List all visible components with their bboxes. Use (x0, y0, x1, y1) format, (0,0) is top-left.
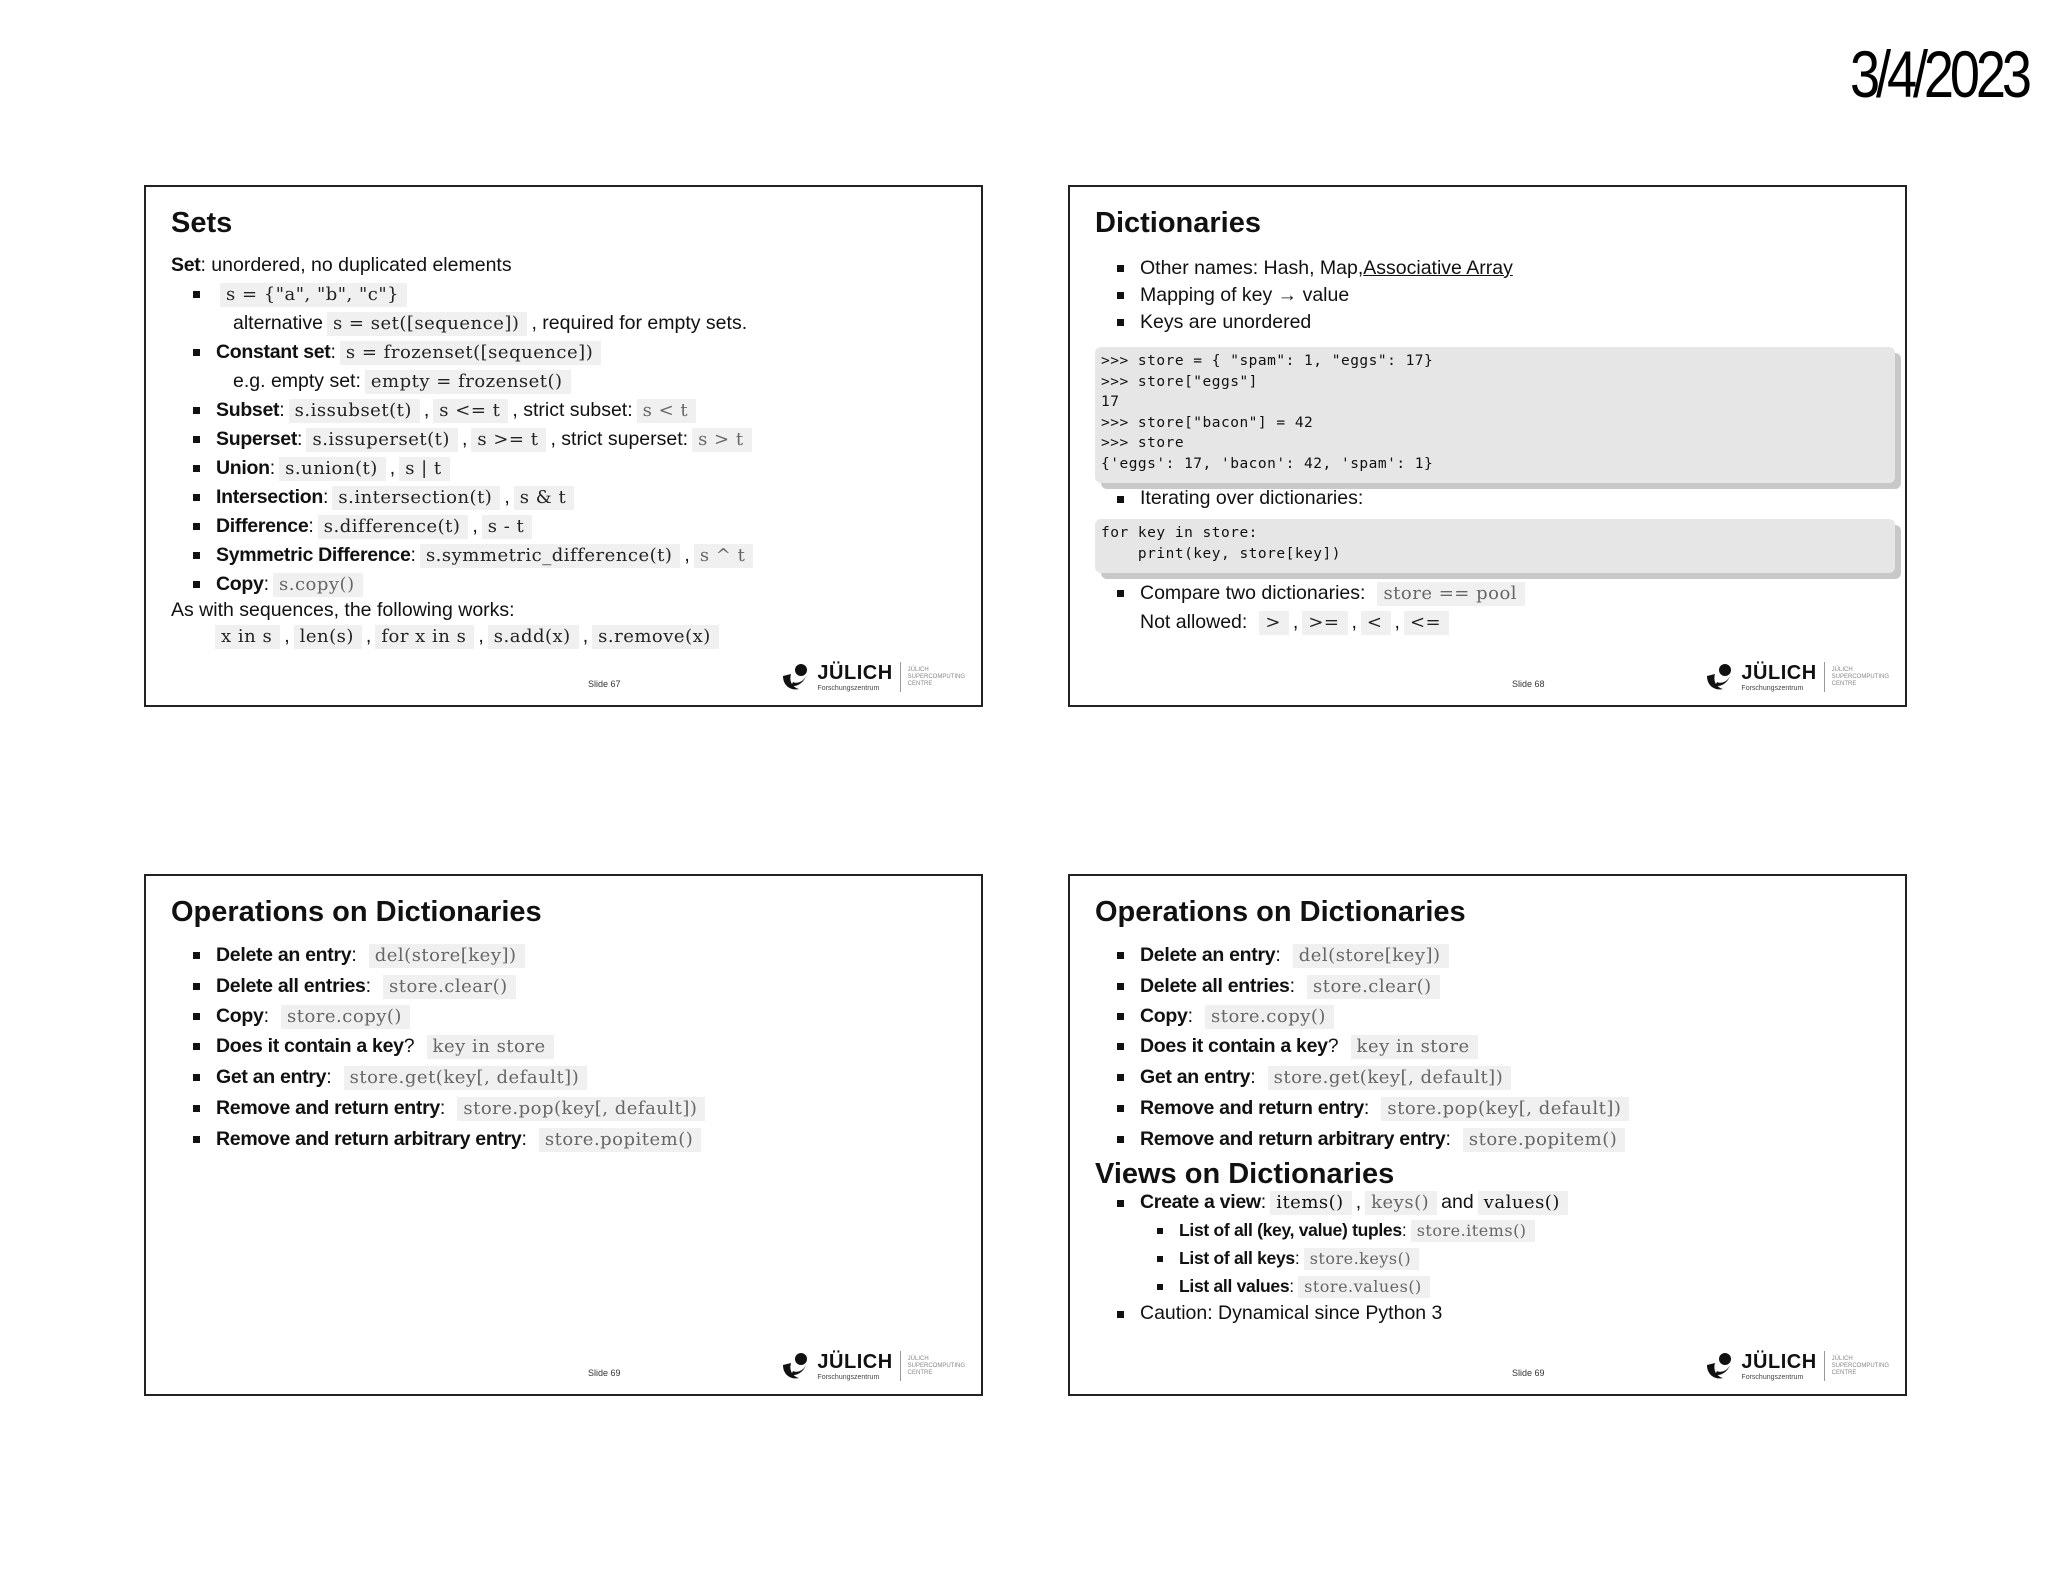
code-snippet: items() (1270, 1191, 1352, 1215)
bullet-icon (193, 983, 200, 990)
logo-right-line: CENTRE (1831, 1369, 1857, 1376)
code-snippet: empty = frozenset() (365, 370, 571, 394)
slide-number: Slide 69 (588, 1368, 621, 1378)
term-label: Copy (216, 572, 264, 595)
separator: : (1289, 974, 1296, 997)
list-item (1095, 1093, 1885, 1124)
list-item (171, 971, 961, 1002)
code-snippet: s ^ t (694, 544, 754, 568)
list-item (171, 599, 961, 622)
code-snippet: store.copy() (281, 1005, 410, 1029)
bullet-icon (1117, 1074, 1124, 1081)
list-item (171, 1031, 961, 1062)
bullet-icon (1117, 1136, 1124, 1143)
list-item (171, 1093, 961, 1124)
list-item: Create a view : items() , keys() and values() (1095, 1189, 1885, 1217)
logo-wordmark: JÜLICH (817, 1350, 893, 1373)
logo-subtitle: Forschungszentrum (1741, 684, 1804, 692)
term-label: Difference (216, 514, 309, 537)
slide-title: Dictionaries (1095, 207, 1261, 239)
bullet-icon (1117, 952, 1124, 959)
text: and (1441, 1191, 1474, 1214)
list-item (1095, 1002, 1885, 1031)
list-item: Constant set : s = frozenset([sequence]) (171, 338, 961, 367)
code-snippet: store.get(key[, default]) (344, 1066, 588, 1090)
separator: : (1250, 1065, 1256, 1088)
bullet-icon (1117, 590, 1124, 597)
list-item (171, 251, 961, 280)
bullet-icon (1117, 983, 1124, 990)
slide-body (1095, 940, 1885, 1327)
slide-number: Slide 68 (1512, 679, 1545, 689)
separator: : (365, 974, 372, 997)
code-snippet: len(s) (294, 625, 362, 649)
code-snippet: store.copy() (1205, 1005, 1334, 1029)
slide-operations-on-dictionaries (144, 874, 983, 1396)
list-item (1095, 282, 1885, 309)
logo-wordmark: JÜLICH (817, 661, 893, 684)
julich-logo-icon (779, 662, 811, 692)
bullet-icon (193, 552, 200, 559)
section-heading: Views on Dictionaries (1095, 1157, 1395, 1190)
code-snippet: store.pop(key[, default]) (457, 1097, 705, 1121)
code-snippet: del(store[key]) (1293, 944, 1449, 968)
code-snippet: s >= t (471, 428, 546, 452)
list-item (1095, 1124, 1885, 1155)
text: alternative (233, 311, 323, 334)
term-label: Set (171, 253, 201, 276)
logo-right-line: CENTRE (907, 1369, 933, 1376)
bullet-icon (193, 1043, 200, 1050)
bullet-icon (1117, 1043, 1124, 1050)
separator: : (326, 1065, 332, 1088)
code-snippet: s - t (482, 515, 533, 539)
term-label: Remove and return entry (1140, 1096, 1364, 1119)
bullet-icon (193, 1105, 200, 1112)
list-item (171, 1002, 961, 1031)
slide-body (1095, 255, 1885, 336)
term-label: Union (216, 456, 270, 479)
text: e.g. empty set: (233, 369, 361, 392)
list-item: Intersection : s.intersection(t) , s & t (171, 483, 961, 512)
term-label: Remove and return entry (216, 1096, 440, 1119)
logo-wordmark: JÜLICH (1741, 1350, 1817, 1373)
code-snippet: s.issuperset(t) (306, 428, 457, 452)
text: Compare two dictionaries: (1140, 581, 1366, 604)
bullet-icon (1117, 1013, 1124, 1020)
logo-divider (1824, 1351, 1825, 1381)
separator: : (521, 1127, 527, 1150)
code-snippet: store.clear() (1307, 975, 1440, 999)
julich-logo (779, 1351, 965, 1381)
list-item: Subset : s.issubset(t) , s <= t , strict subset: s < t (171, 396, 961, 425)
term-label: List all values (1179, 1276, 1290, 1297)
logo-divider (900, 1351, 901, 1381)
logo-right-line: JÜLICH (907, 666, 929, 673)
bullet-icon (1157, 1256, 1163, 1262)
term-label: Remove and return arbitrary entry (216, 1127, 522, 1150)
code-snippet: s.intersection(t) (332, 486, 500, 510)
list-item: Symmetric Difference : s.symmetric_difference(t) , s ^ t (171, 541, 961, 570)
term-label: List of all (key, value) tuples (1179, 1220, 1402, 1241)
list-item (1095, 940, 1885, 971)
code-snippet: s.union(t) (279, 457, 386, 481)
code-snippet: store.keys() (1304, 1248, 1419, 1270)
logo-right-line: CENTRE (1831, 680, 1857, 687)
code-block: >>> store = { "spam": 1, "eggs": 17} >>> store["eggs"] 17 >>> store["bacon"] = 42 >>> store {'eggs': 17, 'bacon': 42, 'spam': 1} (1095, 347, 1895, 483)
logo-subtitle: Forschungszentrum (817, 1373, 880, 1381)
bullet-icon (193, 952, 200, 959)
logo-right-line: CENTRE (907, 680, 933, 687)
code-snippet: store.popitem() (1463, 1128, 1625, 1152)
term-label: List of all keys (1179, 1248, 1295, 1269)
code-snippet: s.copy() (273, 573, 363, 597)
logo-right-line: JÜLICH (907, 1355, 929, 1362)
list-item (171, 940, 961, 971)
logo-wordmark: JÜLICH (1741, 661, 1817, 684)
slide-sets (144, 185, 983, 707)
separator: : (1445, 1127, 1451, 1150)
logo-right-line: SUPERCOMPUTING (907, 1362, 965, 1369)
slide-dictionaries (1068, 185, 1907, 707)
term-label: Copy (216, 1004, 264, 1027)
list-item (171, 309, 961, 338)
julich-logo-icon (1703, 1351, 1735, 1381)
list-item (1095, 486, 1885, 512)
code-snippet: keys() (1365, 1191, 1437, 1215)
separator: : (263, 1004, 269, 1027)
code-snippet: s | t (399, 457, 449, 481)
text: Not allowed: (1140, 610, 1248, 633)
list-item: Copy : s.copy() (171, 570, 961, 599)
code-snippet: key in store (1351, 1035, 1478, 1059)
separator: : (1187, 1004, 1193, 1027)
code-snippet: store.get(key[, default]) (1268, 1066, 1512, 1090)
bullet-icon (193, 581, 200, 588)
text: , required for empty sets. (531, 311, 748, 334)
term-label: Does it contain a key (1140, 1034, 1328, 1057)
text: Other names: Hash, Map, (1140, 256, 1364, 279)
slide-title: Operations on Dictionaries (1095, 896, 1466, 928)
code-snippet: s < t (637, 399, 697, 423)
slide-number: Slide 69 (1512, 1368, 1545, 1378)
separator: : (1275, 943, 1281, 966)
list-item: List all values : store.values() (1095, 1273, 1885, 1301)
code-snippet: store.popitem() (539, 1128, 701, 1152)
list-item: List of all (key, value) tuples : store.items() (1095, 1217, 1885, 1245)
term-label: Create a view (1140, 1191, 1261, 1214)
text: , strict superset: (550, 427, 689, 450)
logo-right-line: SUPERCOMPUTING (907, 673, 965, 680)
code-snippet: s = {"a", "b", "c"} (220, 283, 407, 307)
code-snippet: s = set([sequence]) (327, 312, 527, 336)
separator: ? (1327, 1034, 1339, 1057)
julich-logo (779, 662, 965, 692)
list-item: x in s , len(s) , for x in s , s.add(x) , s.remove(x) (171, 622, 961, 651)
text: Mapping of key → value (1140, 283, 1350, 306)
slide-operations-and-views (1068, 874, 1907, 1396)
code-snippet: s.remove(x) (592, 625, 719, 649)
code-snippet: x in s (215, 625, 280, 649)
logo-subtitle: Forschungszentrum (817, 684, 880, 692)
bullet-icon (1157, 1228, 1163, 1234)
separator: ? (403, 1034, 415, 1057)
text: Caution: Dynamical since Python 3 (1140, 1302, 1443, 1325)
slide-body (1095, 486, 1885, 512)
list-item: Union : s.union(t) , s | t (171, 454, 961, 483)
separator: : (1363, 1096, 1370, 1119)
list-item (1095, 1031, 1885, 1062)
text: , strict subset: (512, 398, 633, 421)
code-snippet: s = frozenset([sequence]) (340, 341, 601, 365)
bullet-icon (1117, 319, 1124, 326)
code-snippet: key in store (427, 1035, 554, 1059)
separator: : (439, 1096, 446, 1119)
term-label: Get an entry (216, 1065, 327, 1088)
list-item (1095, 255, 1885, 282)
code-snippet: store.clear() (383, 975, 516, 999)
logo-right-line: SUPERCOMPUTING (1831, 1362, 1889, 1369)
bullet-icon (1117, 1200, 1124, 1207)
code-block: for key in store: print(key, store[key]) (1095, 519, 1895, 573)
term-label: Symmetric Difference (216, 543, 411, 566)
bullet-icon (193, 465, 200, 472)
term-label: Does it contain a key (216, 1034, 404, 1057)
term-label: Delete an entry (1140, 943, 1276, 966)
code-snippet: < (1361, 611, 1391, 635)
logo-right-line: SUPERCOMPUTING (1831, 673, 1889, 680)
slide-title: Sets (171, 207, 233, 239)
bullet-icon (193, 1074, 200, 1081)
bullet-icon (193, 523, 200, 530)
code-snippet: > (1259, 611, 1289, 635)
code-snippet: s > t (692, 428, 752, 452)
term-label: Delete all entries (216, 974, 366, 997)
associative-array-link[interactable]: Associative Array (1363, 256, 1513, 279)
code-snippet: store.items() (1411, 1220, 1535, 1242)
bullet-icon (193, 436, 200, 443)
slide-body (1095, 579, 1885, 637)
logo-right-line: JÜLICH (1831, 1355, 1853, 1362)
text: : unordered, no duplicated elements (200, 253, 512, 276)
bullet-icon (1117, 1105, 1124, 1112)
term-label: Delete all entries (1140, 974, 1290, 997)
code-snippet: s.issubset(t) (289, 399, 420, 423)
term-label: Intersection (216, 485, 323, 508)
logo-right-line: JÜLICH (1831, 666, 1853, 673)
bullet-icon (1117, 1311, 1124, 1318)
code-snippet: values() (1478, 1191, 1568, 1215)
code-snippet: store == pool (1377, 582, 1525, 606)
code-snippet: s.difference(t) (318, 515, 469, 539)
slide-number: Slide 67 (588, 679, 621, 689)
list-item (171, 280, 961, 309)
code-snippet: s <= t (433, 399, 508, 423)
julich-logo-icon (1703, 662, 1735, 692)
julich-logo (1703, 662, 1889, 692)
bullet-icon (193, 349, 200, 356)
list-item (171, 1124, 961, 1155)
code-snippet: for x in s (375, 625, 474, 649)
list-item (1095, 579, 1885, 608)
logo-divider (1824, 662, 1825, 692)
text: Iterating over dictionaries: (1140, 487, 1364, 510)
bullet-icon (193, 1013, 200, 1020)
bullet-icon (1117, 496, 1124, 503)
term-label: Copy (1140, 1004, 1188, 1027)
julich-logo-icon (779, 1351, 811, 1381)
code-snippet: >= (1302, 611, 1347, 635)
document-date: 3/4/2023 (1850, 37, 2028, 111)
code-snippet: s & t (514, 486, 574, 510)
slide-body (171, 251, 961, 651)
code-snippet: <= (1404, 611, 1449, 635)
bullet-icon (1117, 292, 1124, 299)
bullet-icon (1117, 265, 1124, 272)
list-item: Difference : s.difference(t) , s - t (171, 512, 961, 541)
list-item (1095, 309, 1885, 336)
slide-title: Operations on Dictionaries (171, 896, 542, 928)
logo-subtitle: Forschungszentrum (1741, 1373, 1804, 1381)
bullet-icon (193, 494, 200, 501)
list-item (171, 367, 961, 396)
term-label: Delete an entry (216, 943, 352, 966)
text: As with sequences, the following works: (171, 598, 515, 621)
list-item: Superset : s.issuperset(t) , s >= t , strict superset: s > t (171, 425, 961, 454)
list-item (1095, 1301, 1885, 1327)
code-snippet: store.pop(key[, default]) (1381, 1097, 1629, 1121)
list-item (1095, 971, 1885, 1002)
term-label: Get an entry (1140, 1065, 1251, 1088)
term-label: Superset (216, 427, 298, 450)
term-label: Subset (216, 398, 280, 421)
code-snippet: s.add(x) (488, 625, 579, 649)
code-snippet: store.values() (1298, 1276, 1430, 1298)
text: Keys are unordered (1140, 310, 1312, 333)
bullet-icon (1157, 1284, 1163, 1290)
term-label: Constant set (216, 340, 331, 363)
bullet-icon (193, 291, 200, 298)
code-snippet: s.symmetric_difference(t) (420, 544, 680, 568)
list-item: Not allowed: > , >= , < , <= (1095, 608, 1885, 637)
code-snippet: del(store[key]) (369, 944, 525, 968)
list-item (171, 1062, 961, 1093)
list-item: List of all keys : store.keys() (1095, 1245, 1885, 1273)
list-item (1095, 1062, 1885, 1093)
separator: : (351, 943, 357, 966)
logo-divider (900, 662, 901, 692)
bullet-icon (193, 1136, 200, 1143)
julich-logo (1703, 1351, 1889, 1381)
slide-body (171, 940, 961, 1155)
bullet-icon (193, 407, 200, 414)
term-label: Remove and return arbitrary entry (1140, 1127, 1446, 1150)
